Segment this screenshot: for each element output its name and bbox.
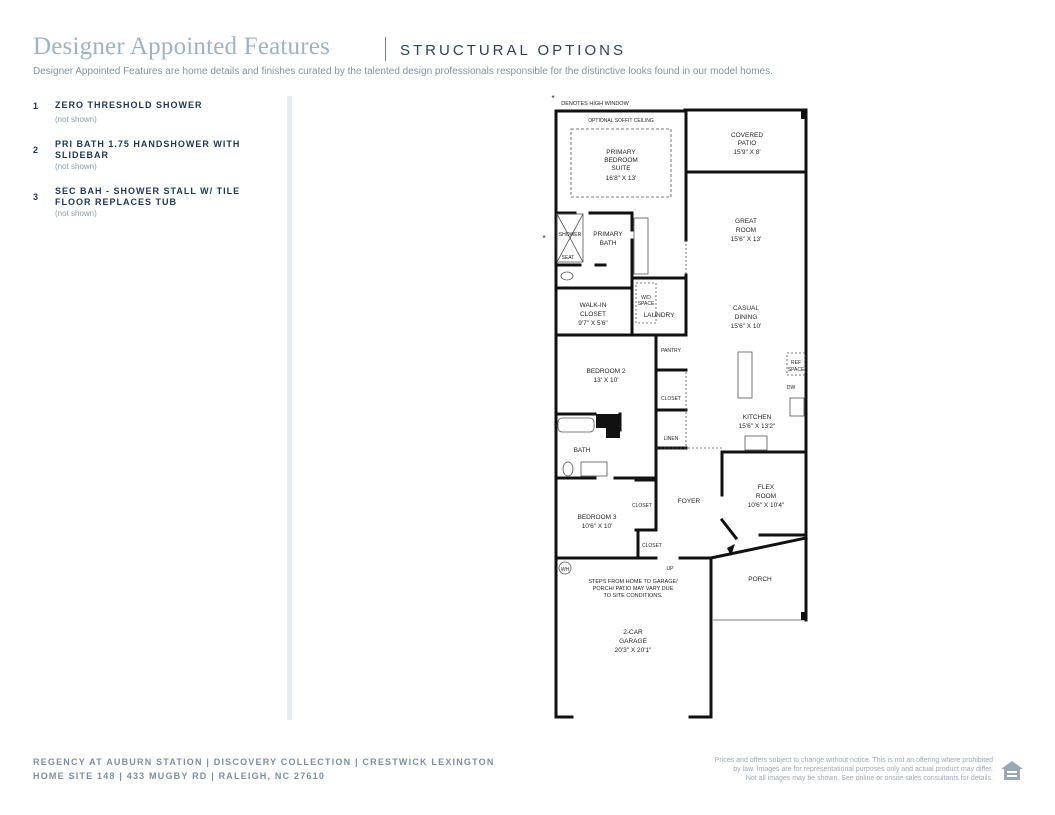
room-dim: 15'9" X 8' [733, 149, 761, 156]
linen-label: LINEN [663, 436, 679, 442]
footer-line: HOME SITE 148 | 433 MUGBY RD | RALEIGH, NC 27610 [33, 771, 326, 781]
disclaimer-line: by law. Images are for representational purposes only and actual product may differ. [733, 766, 993, 773]
stairs-up-label: UP [666, 566, 674, 572]
feature-number: 2 [33, 145, 39, 155]
room-label: 2-CAR [623, 629, 643, 636]
closet-label: CLOSET [631, 503, 653, 509]
title-separator [385, 37, 386, 61]
room-dim: 15'6" X 13' [730, 236, 762, 243]
room-label: GARAGE [619, 638, 647, 645]
footer-community [33, 755, 495, 783]
room-label: WALK-IN [579, 302, 607, 309]
room-label: ROOM [755, 493, 777, 500]
room-label: BEDROOM [604, 157, 638, 164]
feature-note: (not shown) [55, 115, 97, 124]
feature-name: ZERO THRESHOLD SHOWER [55, 100, 203, 110]
room-dim: 10'6" X 10' [581, 523, 613, 530]
shower-label: SHOWER [558, 232, 582, 238]
room-label: DINING [734, 314, 758, 321]
room-dim: 10'6" X 10'4" [747, 502, 785, 509]
room-label: LAUNDRY [643, 312, 675, 319]
room-label: PRIMARY [593, 231, 623, 238]
disclaimer-line: Not all images may be shown. See online or onsite sales consultants for details. [745, 775, 993, 782]
feature-note: (not shown) [55, 209, 97, 218]
steps-note: PORCH/ PATIO MAY VARY DUE [592, 586, 674, 592]
dw-label: DW [786, 385, 796, 391]
footer-disclaimer [663, 756, 993, 783]
room-dim: 9'7" X 5'6" [578, 320, 608, 327]
steps-note: STEPS FROM HOME TO GARAGE/ [588, 579, 678, 585]
feature-list [33, 100, 273, 233]
wd-label: W/D [641, 295, 651, 301]
feature-number: 3 [33, 192, 39, 202]
room-label: SUITE [611, 165, 631, 172]
room-label: PATIO [737, 140, 757, 147]
feature-item [33, 100, 273, 125]
room-dim: 16'8" X 13' [605, 175, 637, 182]
room-label: GREAT [735, 218, 757, 225]
ref-label: REF [791, 360, 801, 366]
soffit-label: OPTIONAL SOFFIT CEILING [588, 118, 654, 124]
closet-label: CLOSET [641, 543, 663, 549]
room-dim: 20'3" X 20'1" [614, 647, 652, 654]
steps-note: TO SITE CONDITIONS. [603, 593, 663, 599]
room-label: CLOSET [579, 311, 607, 318]
room-dim: 15'6" X 13'2" [738, 423, 776, 430]
closet-label: CLOSET [660, 396, 682, 402]
room-dim: 13' X 10' [593, 377, 619, 384]
legend-text: DENOTES HIGH WINDOW [561, 101, 629, 107]
room-dim: 15'6" X 10' [730, 323, 762, 330]
room-label: COVERED [730, 132, 764, 139]
room-label: PRIMARY [606, 149, 636, 156]
seat-label: SEAT [561, 255, 575, 261]
room-label: BATH [599, 240, 617, 247]
disclaimer-line: Prices and offers subject to change without notice. This is not an offering where prohibited [714, 757, 993, 764]
feature-number: 1 [33, 101, 39, 111]
room-label: ROOM [735, 227, 757, 234]
column-divider [287, 96, 292, 720]
feature-name: PRI BATH 1.75 HANDSHOWER WITH SLIDEBAR [55, 139, 241, 160]
wd-label: SPACE [637, 301, 655, 307]
feature-item [33, 186, 273, 219]
ref-label: SPACE [787, 367, 805, 373]
room-label: FLEX [757, 484, 775, 491]
room-label: BEDROOM 3 [577, 514, 617, 521]
feature-note: (not shown) [55, 162, 97, 171]
feature-name: SEC BAH - SHOWER STALL W/ TILE FLOOR REPLACES TUB [55, 186, 241, 207]
equal-housing-opportunity-icon [1000, 760, 1024, 782]
floor-plan [540, 92, 820, 722]
high-window-mark: * [542, 234, 546, 243]
footer-line: REGENCY AT AUBURN STATION | DISCOVERY COLLECTION | CRESTWICK LEXINGTON [33, 757, 495, 767]
room-label: FOYER [677, 498, 701, 505]
feature-item [33, 139, 273, 172]
room-label: CASUAL [732, 305, 760, 312]
pantry-label: PANTRY [661, 348, 681, 354]
room-label: KITCHEN [742, 414, 772, 421]
high-window-mark: * [551, 94, 555, 103]
page-title: Designer Appointed Features [33, 33, 331, 60]
room-label: PORCH [748, 576, 772, 583]
page-subtitle: Designer Appointed Features are home details and finishes curated by the talented design professionals responsible for the distinctive looks found in our model homes. [33, 66, 773, 77]
room-label: BATH [573, 447, 591, 454]
water-heater-label: WH [560, 567, 570, 573]
room-label: BEDROOM 2 [586, 368, 626, 375]
section-title: STRUCTURAL OPTIONS [400, 42, 626, 59]
